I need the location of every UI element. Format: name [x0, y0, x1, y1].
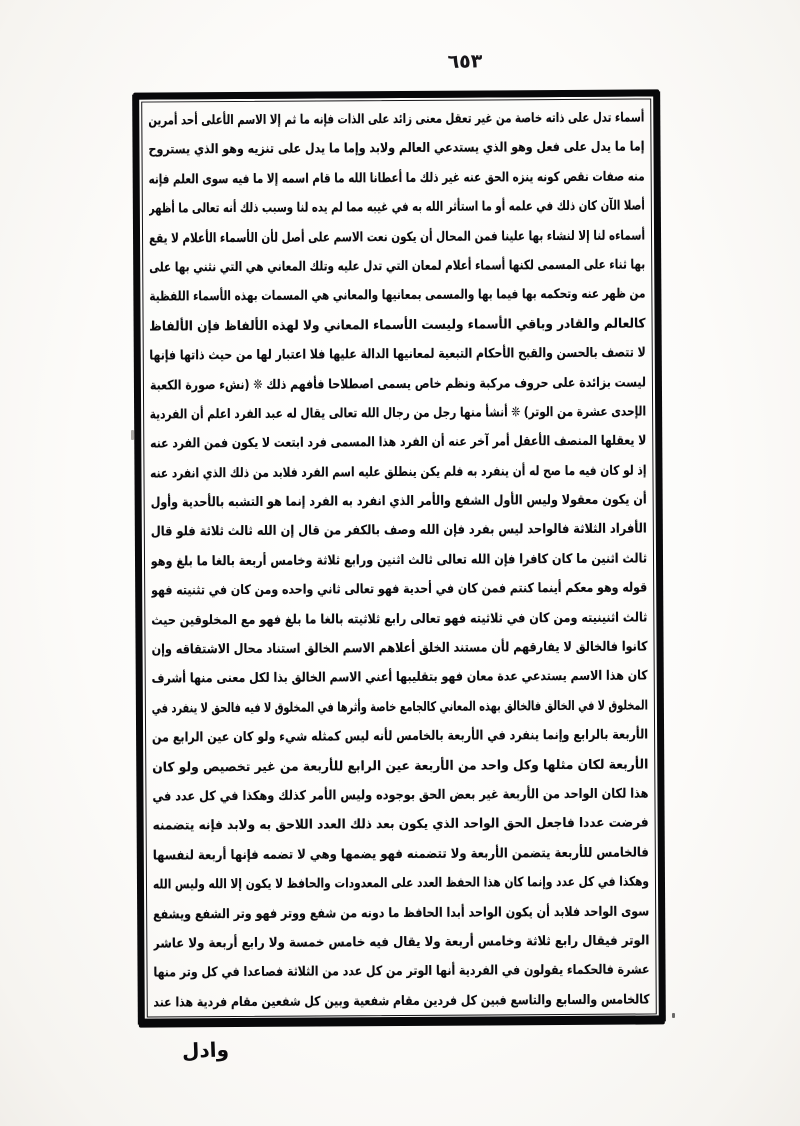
manuscript-line	[152, 662, 648, 694]
manuscript-line	[149, 309, 645, 341]
manuscript-line	[151, 544, 647, 576]
manuscript-line	[152, 721, 648, 753]
manuscript-line	[152, 691, 648, 723]
manuscript-line-text: ليست بزائدة على حروف مركبة ونظم خاص يسمى اصطلاحا فأفهم ذلك ❊ (نشء صورة الكعبة	[149, 375, 646, 394]
manuscript-line-text: وهكذا في كل عدد وإنما كان هذا الحفظ العدد على المعدودات والحافظ لا يكون إلا الله وليس الله	[152, 874, 650, 893]
manuscript-line	[149, 162, 645, 194]
manuscript-line	[151, 633, 647, 665]
manuscript-line-text: الأربعة بالرابع وإنما ينفرد في الأربعة بالخامس لأنه ليس كمثله شيء ولو كان عين الرابع من	[152, 727, 649, 746]
catchword: وادل	[181, 1037, 230, 1063]
folio-number: ٦٥٣	[447, 50, 483, 74]
manuscript-line-text: عشرة فالحكماء يقولون في الفردية أنها الوتر من كل عدد من الثلاثة فصاعدا في كل وتر منها	[153, 962, 650, 981]
manuscript-line	[153, 838, 649, 870]
manuscript-line	[150, 397, 646, 429]
manuscript-line-text: هذا لكان الواحد من الأربعة غير بعض الحق بوجوده وليس الأمر كذلك وهكذا في كل عدد في	[152, 786, 649, 805]
manuscript-line-text: بها ثناء على المسمى لكنها أسماء أعلام لمعان التي تدل عليه وتلك المعاني هي التي نثني بها على	[149, 257, 646, 276]
manuscript-line	[150, 368, 646, 400]
manuscript-line	[154, 985, 650, 1012]
manuscript-line-text: كان هذا الاسم يستدعي عدة معان فهو بتقليبها أعني الاسم الخالق بذا لكل معنى منها أشرف	[151, 668, 648, 687]
manuscript-line	[151, 603, 647, 635]
manuscript-line-text: لا تتصف بالحسن والقبح الأحكام التبعية لمعانيها الدالة عليها فلا اعتبار لها من حيث ذاتها فإنها	[149, 345, 646, 364]
manuscript-line	[149, 280, 645, 312]
text-frame	[134, 91, 664, 1024]
scan-speck-secondary	[131, 430, 134, 440]
manuscript-line-text: كانوا فالخالق لا يفارقهم لأن مستند الخلق أعلاهم الاسم الخالق استناد محال الاشتقاقه وإن	[151, 639, 648, 658]
manuscript-line-text: لا يعقلها المنصف الأعقل أمر آخر عنه أن الفرد هذا المسمى فرد ابتعت لا يكون فمن الفرد عنه	[150, 433, 647, 452]
manuscript-line	[153, 926, 649, 958]
manuscript-line	[149, 250, 645, 282]
manuscript-line	[153, 809, 649, 841]
manuscript-line-text: قوله وهو معكم أينما كنتم فمن كان في أحدية فهو تعالى ثاني واحده ومن كان في تثنيته فهو	[151, 580, 648, 599]
manuscript-line-text: ثالث اثنينيته ومن كان في ثلاثيته فهو تعالى رابع ثلاثيته بالغا ما بلغ فهو مع المخلوقين حيث	[151, 610, 648, 629]
manuscript-line-text: الإحدى عشرة من الوتر) ❊ أنشأ منها رجل من رجال الله تعالى يقال له عبد الفرد اعلم أن الفردية	[150, 404, 647, 423]
manuscript-line	[152, 779, 648, 811]
manuscript-line-text: كالخامس والسابع والتاسع فبين كل فردين مقام شفعية وبين كل شفعين مقام فردية هذا عند	[153, 992, 650, 1011]
manuscript-line-text: المخلوق لا في الخالق فالخالق بهذه المعاني كالجامع خاصة وأثرها في المخلوق لا فيه فالحق لا ينفرد في	[151, 698, 648, 717]
scan-speck	[672, 1013, 675, 1018]
manuscript-line-text: منه صفات نقص كونه ينزه الحق عنه غير ذلك ما أعطانا الله ما قام اسمه إلا ما فيه سوى العلم فإنه	[148, 169, 645, 188]
manuscript-line-text: فرضت عددا فاجعل الحق الواحد الذي يكون بعد ذلك العدد اللاحق به ولابد فإنه يتضمنه	[152, 815, 649, 834]
manuscript-line	[150, 456, 646, 488]
manuscript-line-text: أن يكون معقولا وليس الأول الشفع والأمر الذي انفرد به الفرد إنما هو التشبه بالأحدية وأول	[150, 492, 647, 511]
manuscript-line-text: الأربعة لكان مثلها وكل واحد من الأربعة عين الرابع للأربعة من غير تخصيص ولو كان	[152, 757, 649, 776]
manuscript-line	[148, 133, 644, 165]
manuscript-line-text: إما ما يدل على فعل وهو الذي يستدعي العالم ولابد وإما ما يدل على تنزيه وهو الذي يستروح	[148, 139, 645, 158]
manuscript-line	[150, 339, 646, 371]
manuscript-line	[153, 868, 649, 900]
manuscript-line-text: من ظهر عنه وتحكمه بها فيما بها والمسمى بمعانيها والمعاني هي المسمات بهذه الأسماء اللفظية	[149, 286, 646, 305]
manuscript-text-block	[148, 103, 650, 1012]
manuscript-line-text: الوتر فيقال رابع ثلاثة وخامس أربعة ولا يقال فيه خامس خمسة ولا رابع أربعة ولا عاشر	[153, 933, 650, 952]
manuscript-line-text: سوى الواحد فلابد أن يكون الواحد أبدا الحافظ ما دونه من شفع ووتر فهو وتر الشفع ويشفع	[153, 904, 650, 923]
manuscript-line-text: أصلا الآن كان ذلك في علمه أو ما استأثر الله به في غيبه مما لم يده لنا وسبب ذلك أنه تعالى ما أظهر	[148, 198, 645, 217]
manuscript-line	[150, 427, 646, 459]
manuscript-line-text: أسماءه لنا إلا لنشاء بها علينا فمن المحال أن يكون نعت الاسم على أصل لأن الأسماء الأعلام لا يقع	[148, 228, 646, 247]
manuscript-line	[151, 574, 647, 606]
manuscript-line-text: ثالث اثنين ما كان كافرا فإن الله تعالى ثالث اثنين ورابع ثلاثة وخامس أربعة بالغا ما بلغ وهو	[150, 551, 648, 570]
manuscript-line	[148, 103, 644, 135]
manuscript-line-text: أسماء تدل على ذاته خاصة من غير تعقل معنى زائد على الذات فإنه ما ثم إلا الاسم الأعلى أحد أمرين	[148, 110, 645, 129]
manuscript-line	[149, 221, 645, 253]
manuscript-line-text: إذ لو كان فيه ما صح له أن ينفرد به فلم يكن ينطلق عليه اسم الفرد فلابد من ذلك الذي انفرد عنه	[150, 463, 647, 482]
manuscript-line	[152, 750, 648, 782]
manuscript-line-text: كالعالم والقادر وباقي الأسماء وليست الأسماء المعاني ولا لهذه الألفاظ فإن الألفاظ	[149, 316, 646, 335]
manuscript-line	[153, 897, 649, 929]
manuscript-line-text: فالخامس للأربعة يتضمن الأربعة ولا تتضمنه فهو يضمها وهي لا تضمه فإنها أربعة لنفسها	[152, 845, 649, 864]
manuscript-line-text: الأفراد الثلاثة فالواحد ليس بفرد فإن الله وصف بالكفر من قال إن الله ثالث ثلاثة فلو قال	[150, 521, 647, 540]
manuscript-line	[151, 486, 647, 518]
manuscript-line	[151, 515, 647, 547]
manuscript-line	[153, 956, 649, 988]
manuscript-line	[149, 192, 645, 224]
